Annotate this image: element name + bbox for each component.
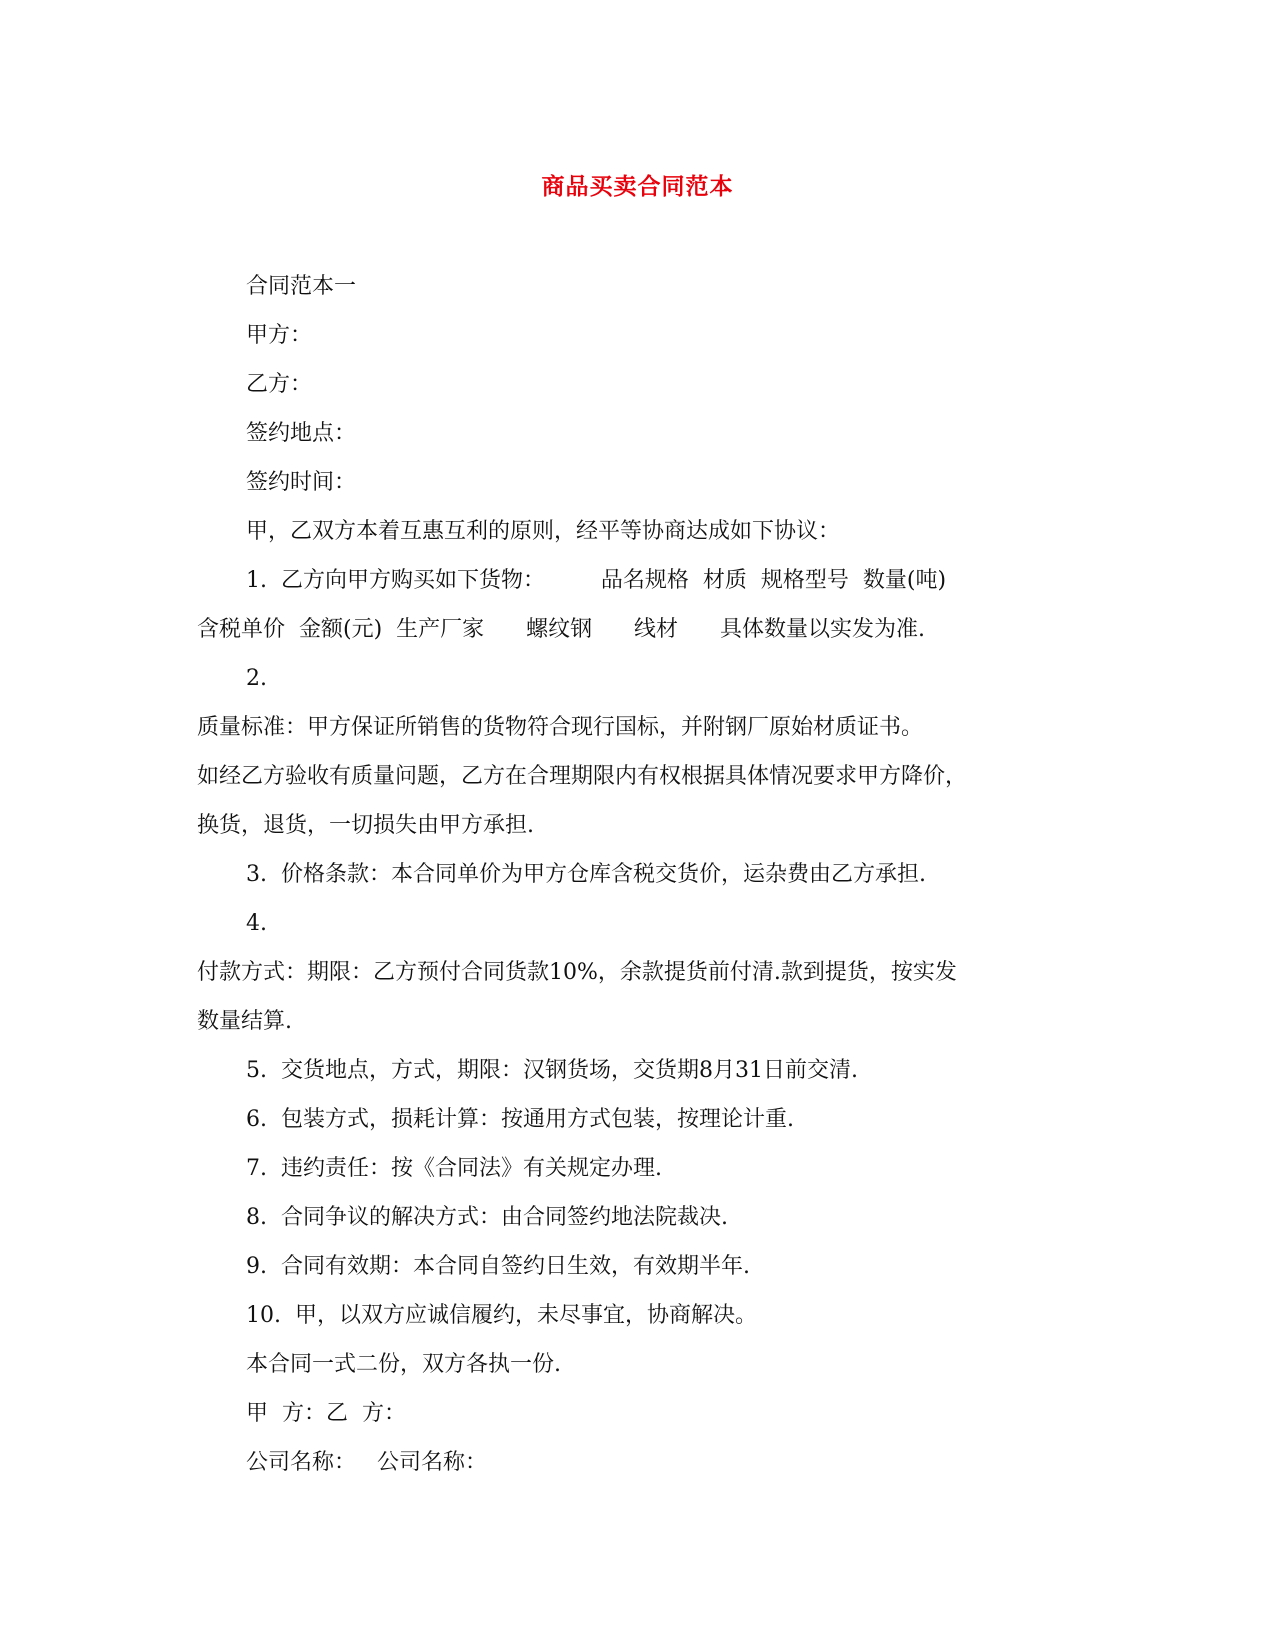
text-line: 1. 乙方向甲方购买如下货物： 品名规格 材质 规格型号 数量(吨) <box>246 568 947 593</box>
text-line: 换货，退货，一切损失由甲方承担. <box>197 813 534 838</box>
text-line: 甲，乙双方本着互惠互利的原则，经平等协商达成如下协议： <box>246 519 841 544</box>
text-line: 含税单价 金额(元) 生产厂家 螺纹钢 线材 具体数量以实发为准. <box>197 617 926 642</box>
document-body <box>197 262 1077 1487</box>
text-line: 2. <box>246 666 267 691</box>
text-line: 9. 合同有效期：本合同自签约日生效，有效期半年. <box>246 1254 750 1279</box>
text-line: 3. 价格条款：本合同单价为甲方仓库含税交货价，运杂费由乙方承担. <box>246 862 926 887</box>
text-line: 8. 合同争议的解决方式：由合同签约地法院裁决. <box>246 1205 728 1230</box>
text-line: 6. 包装方式，损耗计算：按通用方式包装，按理论计重. <box>246 1107 794 1132</box>
text-line: 4. <box>246 911 267 936</box>
text-line: 本合同一式二份，双方各执一份. <box>246 1352 561 1377</box>
text-line: 付款方式：期限：乙方预付合同货款10%，余款提货前付清.款到提货，按实发 <box>197 960 957 985</box>
text-line: 签约时间： <box>246 470 357 495</box>
text-line: 甲方： <box>246 323 313 348</box>
text-line: 合同范本一 <box>246 274 357 299</box>
text-line: 乙方： <box>246 372 313 397</box>
text-line: 5. 交货地点，方式，期限：汉钢货场，交货期8月31日前交清. <box>246 1058 858 1083</box>
text-line: 甲 方：乙 方： <box>246 1401 406 1426</box>
text-line: 签约地点： <box>246 421 357 446</box>
text-line: 数量结算. <box>197 1009 292 1034</box>
text-line: 7. 违约责任：按《合同法》有关规定办理. <box>246 1156 662 1181</box>
text-line: 公司名称： 公司名称： <box>246 1450 487 1475</box>
text-line: 质量标准：甲方保证所销售的货物符合现行国标，并附钢厂原始材质证书。 <box>197 715 924 740</box>
text-line: 如经乙方验收有质量问题，乙方在合理期限内有权根据具体情况要求甲方降价， <box>197 764 968 789</box>
text-line: 10. 甲，以双方应诚信履约，未尽事宜，协商解决。 <box>246 1303 757 1328</box>
document-title: 商品买卖合同范本 <box>541 173 734 200</box>
